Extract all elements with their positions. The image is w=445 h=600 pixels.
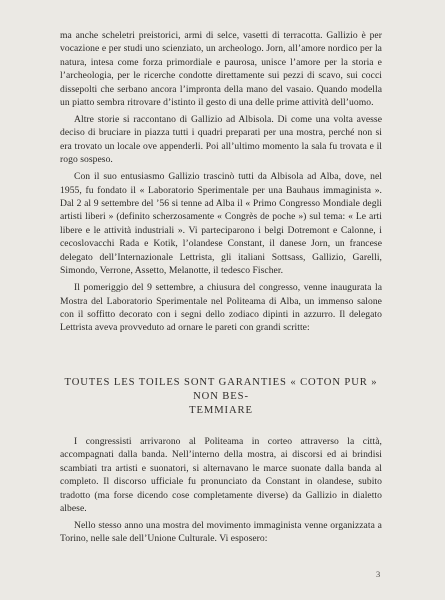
body-text-bottom: [60, 435, 382, 546]
paragraph-4: Il pomeriggio del 9 settembre, a chiusura del congresso, venne inaugurata la Mostra del Laboratorio Sperimentale nel Politeama di Alba, un immenso salone con il soffitto decorato con i segni dello zodiaco dipinti in azzurro. Il delegato Lettrista aveva provveduto ad ornare le pareti con grandi scritte:: [60, 282, 382, 334]
slogan-line-2: NON BES-: [193, 390, 249, 402]
paragraph-5: I congressisti arrivarono al Politeama in corteo attraverso la città, accompagnati dalla banda. Nell’interno della mostra, ai discorsi ed ai brindisi scambiati tra artisti e suonatori, si alternavano le marce suonate dalla banda al completo. Il discorso ufficiale fu pronunciato da Constant in olandese, subito tradotto (ma forse dicendo cose completamente diverse) da Gallizio in dialetto albese.: [60, 436, 382, 515]
slogan-line-3: TEMMIARE: [189, 404, 253, 416]
paragraph-2: Altre storie si raccontano di Gallizio ad Albisola. Di come una volta avesse deciso di bruciare in piazza tutti i quadri preparati per una mostra, perché non si era trovato un locale ove appenderli. Poi all’ultimo momento la sala fu trovata e il rogo sospeso.: [60, 114, 382, 166]
page-number: 3: [376, 569, 381, 579]
paragraph-6: Nello stesso anno una mostra del movimento immaginista venne organizzata a Torino, nelle sale dell’Unione Culturale. Vi esposero:: [60, 520, 382, 545]
slogan-block: [60, 376, 382, 417]
body-text-top: [60, 29, 382, 335]
paragraph-1: ma anche scheletri preistorici, armi di selce, vasetti di terracotta. Gallizio è per vocazione e per studi uno scienziato, un archeologo. Jorn, all’amore nordico per la natura, intesa come forza primordiale e paurosa, unisce l’amore per la storia e l’archeologia, per le ricerche condotte direttamente sui pezzi di scavo, sui cocci dissepolti che serbano ancora l’impronta della mano del vasaio. Quando modella un piatto sembra ritrovare d’istinto il gesto di una delle prime attività dell’uomo.: [60, 30, 382, 109]
slogan-line-1: TOUTES LES TOILES SONT GARANTIES « COTON PUR »: [64, 377, 378, 388]
paragraph-3: Con il suo entusiasmo Gallizio trascinò tutti da Albisola ad Alba, dove, nel 1955, fu fondato il « Laboratorio Sperimentale per una Bauhaus immaginista ». Dal 2 al 9 settembre del ’56 si tenne ad Alba il « Primo Congresso Mondiale degli artisti liberi » (definito scherzosamente « Congrès de poche ») sul tema: « Le arti libere e le attività industriali ». Vi parteciparono i belgi Dotremont e Calonne, i cecoslovacchi Rada e Kotik, l’olandese Constant, il danese Jorn, un francese delegato dell’Internazionale Lettrista, gli italiani Sottsass, Gallizio, Garelli, Simondo, Verrone, Assetto, Melanotte, il tedesco Fischer.: [60, 171, 382, 277]
